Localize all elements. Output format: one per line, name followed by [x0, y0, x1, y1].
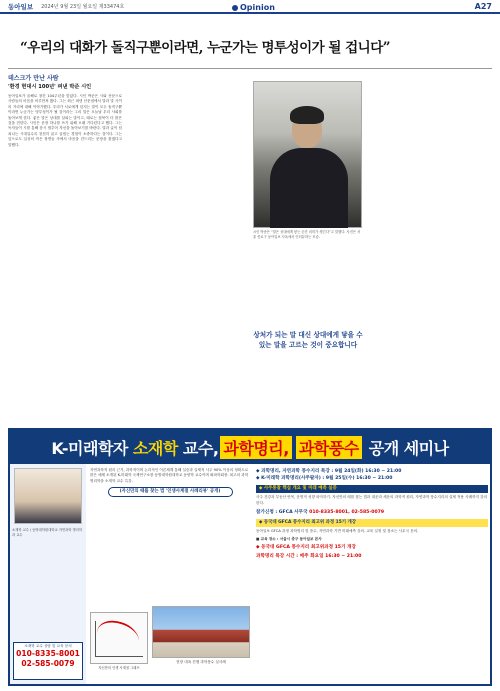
ad-portrait-caption: 소재학 교수 / 동방대학원대학교 자연과학 명리학과 교수 — [12, 528, 83, 537]
ad-banner-highlight-2: 과학풍수 — [296, 436, 362, 459]
ad-schedule-1: ◆ 과학명리, 자연과학 풍수지리 특강 : 9월 24일(화) 16:30 ~ 21:00 — [256, 469, 402, 474]
page-number: A27 — [474, 2, 492, 11]
article-column-1 — [8, 74, 122, 420]
ad-banner-name: 소재학 — [132, 438, 178, 458]
article-column-2 — [128, 74, 246, 420]
section-name: Opinion — [240, 3, 275, 12]
photo-caption: 시인 박준은 “말은 상대에게 닿는 순간 의미가 생긴다”고 말했다. 사진은 서울 종로구 동아일보 사옥에서 인터뷰하는 모습. — [253, 230, 361, 239]
ad-chart-caption: 자신만의 인생 사계절 그래프 — [98, 666, 140, 670]
headline: “우리의 대화가 돌직구뿐이라면, 누군가는 명투성이가 될 겁니다” — [20, 40, 390, 56]
article-column-4 — [370, 74, 492, 420]
ad-banner — [10, 430, 490, 464]
ad-right-body: 동아일보 GFCA 과정 과학명리 및 풍수, 자연과학 기반 미래예측 강의. 교육 일정 및 장소는 사무국 문의. — [256, 529, 419, 534]
ad-box-title: ◆ 사주통찰 핵심 개요 및 미래 예측 실증 — [256, 485, 488, 493]
dateline: 2024년 9월 23일 월요일 제33474호 — [41, 3, 125, 10]
byline: 데스크가 만난 사람 — [8, 75, 59, 82]
pull-quote: 상처가 되는 말 대신 상대에게 닿을 수 있는 말을 고르는 것이 중요합니다 — [253, 331, 363, 349]
article-body: 동아일보가 올해로 창간 104주년을 맞았다. 시인 박준은 시와 산문으로 사람들의 마음을 어루만져 왔다. 그는 최근 펴낸 산문집에서 말과 말 사이의 거리에 대해 이야기했다. 우리가 서로에게 던지는 말이 모두 돌직구뿐이라면 누군가는 멍투성이가 될 것이라는 그의 말은 오늘날 우리 사회를 돌아보게 한다. 좋은 말은 상대를 살피는 말이고, 때로는 침묵이 더 많은 것을 전한다. 시인은 문장 하나를 쓰기 위해 오래 기다린다고 했다. 그는 독자들이 시를 통해 잠시 멈추어 자신을 돌아보기를 바란다. 말과 글이 넘쳐나는 시대일수록 천천히 읽고 곱씹는 경험이 소중하다는 것이다. 그는 앞으로도 일상의 작은 장면들 속에서 마음을 건드리는 문장을 찾겠다고 말했다. — [8, 94, 122, 147]
ad-palace-caption: 현장 대폭 진행 과학풍수 실사례 — [176, 660, 226, 664]
ad-phone-1: 010-8335-8001 — [16, 649, 80, 658]
ad-footer-2: 과학명리 특강 시간 : 매주 화요일 16:30 ~ 21:00 — [256, 554, 362, 560]
ad-course-box: ◆ 동국대 GFCA 풍수지리 최고위 과정 15기 개강 — [256, 519, 488, 527]
ad-phone-2: 02-585-0079 — [21, 659, 75, 668]
subhead: '환경 현대시 100년' 펴낸 박준 시인 — [8, 84, 92, 90]
ad-phone-box — [13, 642, 83, 680]
ad-banner-prefix: K-미래학자 — [51, 438, 128, 458]
ad-intro: 자연과학적 원리 근거, 과학적이며 논리적인 이론체계 통해 실증과 실제적 사주 90% 이상의 정확도로 많은 매체 소개된 K-미래학 국제연구소장 동방대학원대학교 동양학 교수이며 좌파학회장. 최고의 과학 명리학을 소재학 교수 특강. — [90, 468, 249, 483]
ad-box-body: 사주 건강과 부동산 안목, 운명적 성향 파악하기. 자신만의 때를 찾는 법과 대운과 세운의 과학적 원리, 자연과학 풍수지리의 실제 적용 사례까지 강의한다. — [256, 495, 488, 505]
ad-middle-panel — [90, 468, 250, 680]
ad-portrait — [14, 468, 82, 524]
paper-name: 동아일보 — [8, 2, 34, 11]
ad-life-chart — [90, 612, 148, 664]
ad-palace-photo — [152, 606, 250, 658]
seminar-advertisement — [8, 428, 492, 686]
ad-pill: (자신만의 때를 찾는 법 '인생사계절 사례리뷰' 공개) — [108, 487, 233, 497]
ad-banner-title: 교수, — [182, 438, 219, 458]
portrait-photo — [253, 81, 362, 228]
ad-venue: ■ 교육 장소 : 서울시 중구 동아일보 본사 — [256, 536, 322, 541]
ad-contact-number: 010-8335-8001, 02-585-0079 — [309, 510, 385, 516]
ad-contact-label: 참가신청 : GFCA 사무국 — [256, 510, 308, 516]
photo-hair — [290, 106, 324, 124]
section-dot-icon — [232, 5, 238, 11]
ad-banner-highlight-1: 과학명리, — [220, 436, 291, 459]
ad-right-panel — [256, 468, 488, 684]
ad-schedule-2: ◆ K-미래학 과학명리(사주팔자) : 9월 25일(수) 16:30 ~ 21:00 — [256, 476, 393, 482]
headline-divider — [8, 68, 492, 69]
ad-contact — [256, 509, 488, 516]
photo-figure — [270, 148, 348, 228]
ad-left-panel — [10, 464, 86, 684]
ad-phone-label: 소재학 교수 상담 및 교육 문의 — [24, 644, 72, 648]
ad-footer-1: ◆ 동국대 GFCA 풍수지리 최고위과정 15기 개강 — [256, 545, 356, 551]
ad-banner-suffix: 공개 세미나 — [368, 438, 449, 458]
section-label — [232, 3, 275, 12]
